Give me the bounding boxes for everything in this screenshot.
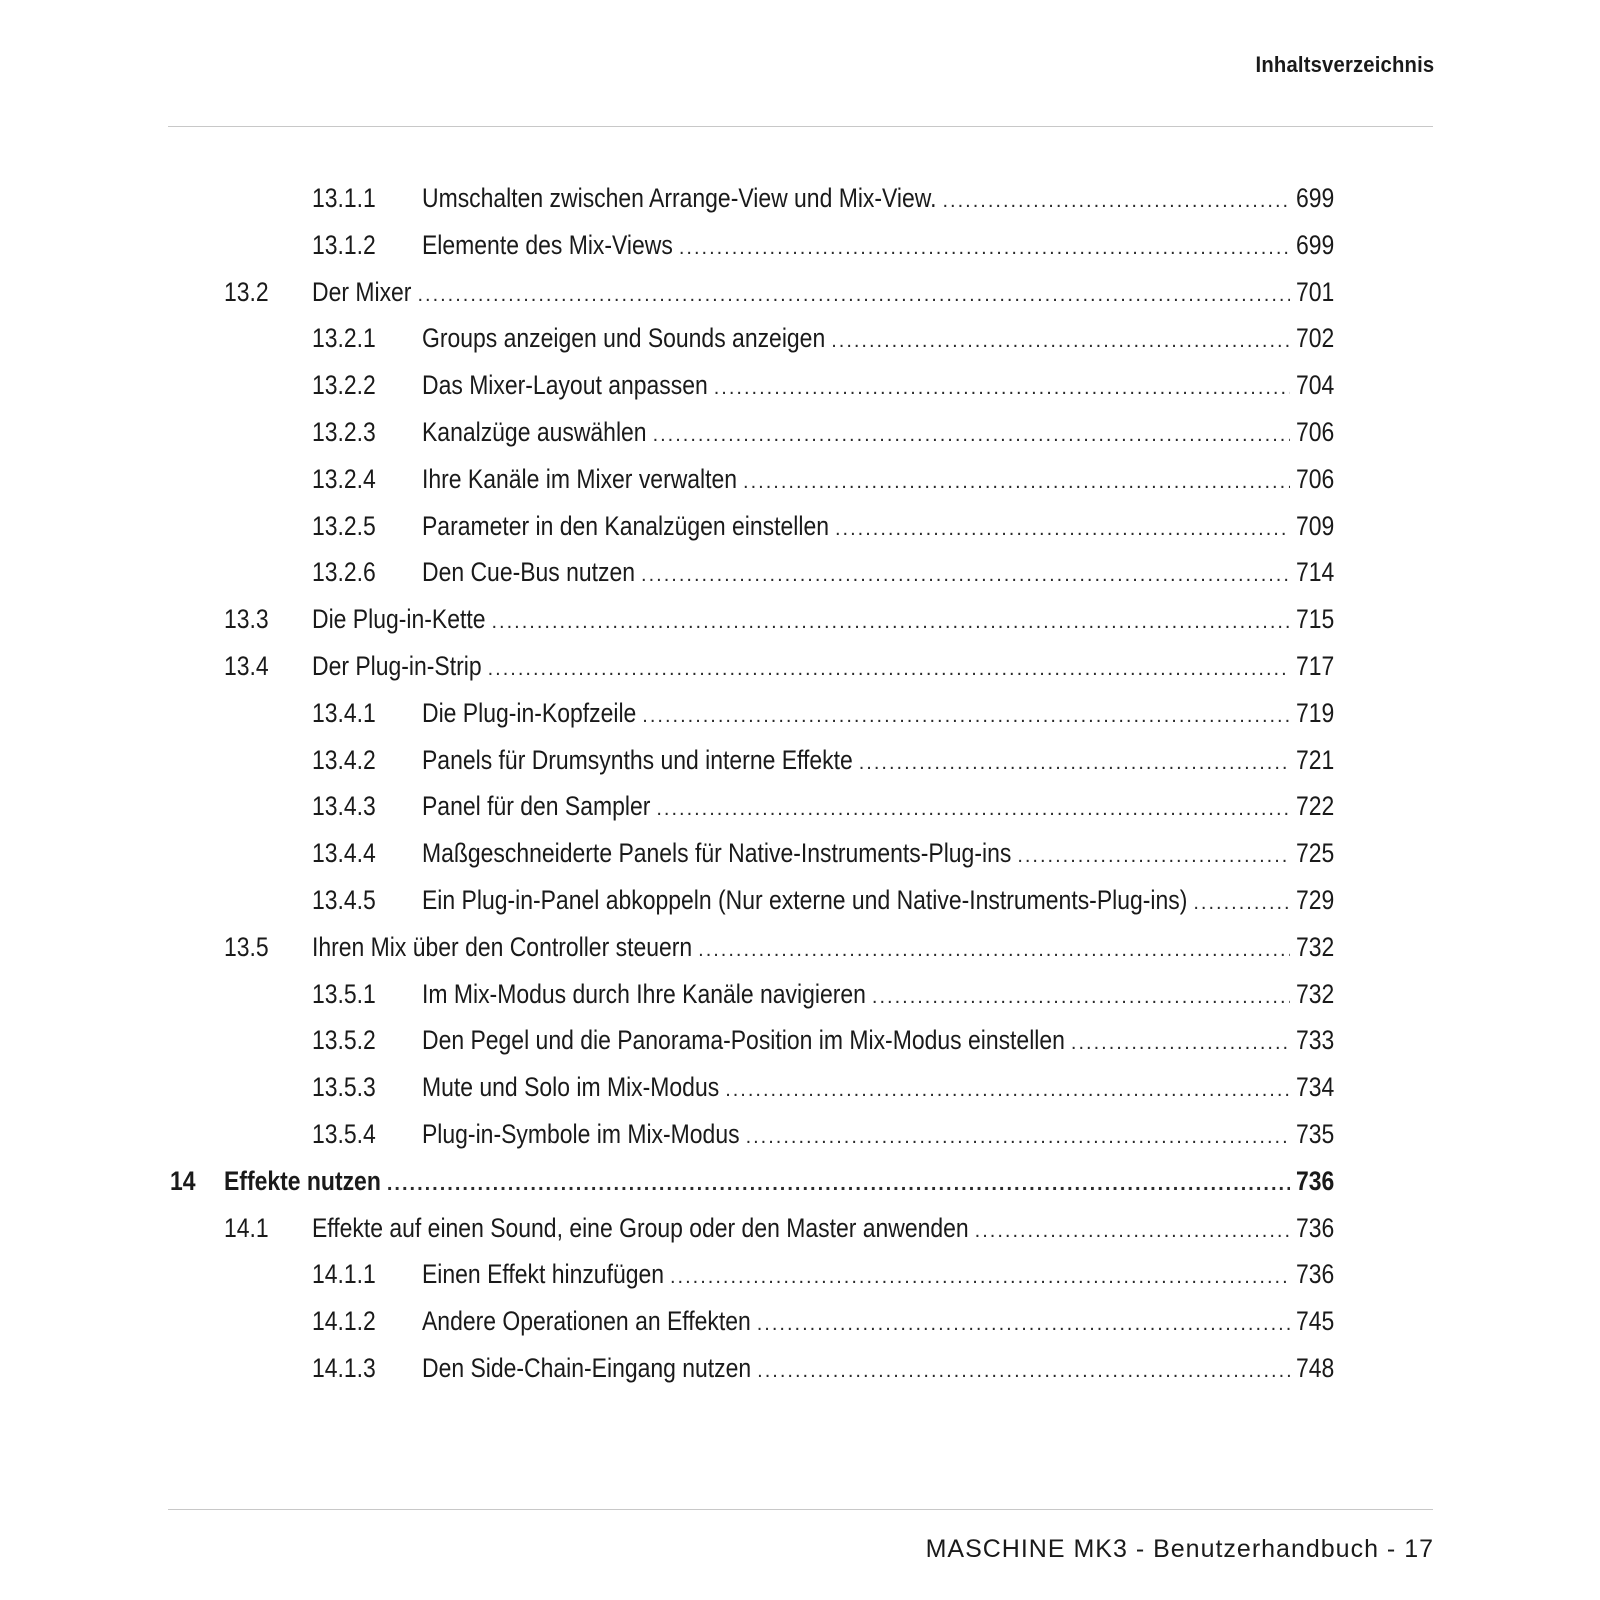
toc-entry-page: 732 [1295,978,1335,1009]
toc-entry-line [422,549,1334,598]
toc-entry-page: 701 [1295,276,1335,307]
toc-entry-page: 721 [1295,744,1335,775]
toc-entry-number: 13.2.5 [312,510,376,541]
toc-entry-number: 13.5.1 [312,978,376,1009]
toc-dot-leader [942,178,1289,224]
toc-entry-page: 734 [1295,1072,1335,1103]
toc-entry[interactable] [0,269,1600,316]
toc-entry[interactable] [0,877,1600,924]
toc-dot-leader [757,1348,1290,1394]
toc-entry-title: Effekte nutzen [224,1165,381,1196]
toc-entry-title: Die Plug-in-Kette [312,604,486,635]
toc-entry[interactable] [0,830,1600,877]
toc-dot-leader [417,272,1289,318]
toc-entry[interactable] [0,690,1600,737]
toc-entry-line [312,924,1334,973]
toc-entry[interactable] [0,643,1600,690]
toc-entry-title: Den Cue-Bus nutzen [422,557,636,588]
toc-entry-number: 13.3 [224,604,269,635]
toc-dot-leader [641,552,1290,598]
toc-entry[interactable] [0,1064,1600,1111]
toc-entry-number: 13.5.4 [312,1118,376,1149]
table-of-contents [0,175,1600,1392]
toc-entry-title: Kanalzüge auswählen [422,416,647,447]
toc-entry-title: Der Plug-in-Strip [312,650,482,681]
toc-entry-title: Ihren Mix über den Controller steuern [312,931,693,962]
page-footer: MASCHINE MK3 - Benutzerhandbuch - 17 [925,1535,1434,1563]
toc-entry-number: 13.2.3 [312,416,376,447]
toc-entry-page: 702 [1295,323,1335,354]
toc-dot-leader [1017,833,1289,879]
toc-dot-leader [757,1301,1290,1347]
toc-entry-line [422,1345,1334,1394]
toc-entry-number: 14.1 [224,1212,269,1243]
toc-entry-page: 706 [1295,463,1335,494]
toc-entry-title: Groups anzeigen und Sounds anzeigen [422,323,826,354]
toc-entry-number: 13.5 [224,931,269,962]
toc-entry-number: 13.5.3 [312,1072,376,1103]
toc-entry-title: Parameter in den Kanalzügen einstellen [422,510,830,541]
toc-entry-page: 736 [1295,1165,1335,1196]
toc-entry-number: 13.2 [224,276,269,307]
toc-entry-page: 736 [1295,1259,1335,1290]
toc-entry-line [422,1111,1334,1160]
toc-dot-leader [491,599,1289,645]
footer-divider [168,1509,1433,1510]
toc-entry[interactable] [0,1158,1600,1205]
toc-entry-line [422,315,1334,364]
toc-entry-number: 13.4 [224,650,269,681]
toc-entry-page: 729 [1295,884,1335,915]
toc-entry[interactable] [0,315,1600,362]
toc-entry-line [422,362,1334,411]
toc-entry-page: 719 [1295,697,1335,728]
toc-entry-line [422,737,1334,786]
toc-entry-number: 13.2.1 [312,323,376,354]
toc-entry-page: 725 [1295,838,1335,869]
toc-entry-line [422,971,1334,1020]
toc-dot-leader [859,740,1290,786]
toc-entry-page: 699 [1295,229,1335,260]
toc-entry-line [422,1251,1334,1300]
toc-dot-leader [1193,880,1289,926]
toc-entry-page: 714 [1295,557,1335,588]
toc-entry-title: Maßgeschneiderte Panels für Native-Instruments-Plug-ins [422,838,1012,869]
toc-entry-line [422,1064,1334,1113]
toc-entry-line [422,1017,1334,1066]
toc-entry[interactable] [0,175,1600,222]
toc-entry[interactable] [0,1345,1600,1392]
toc-entry[interactable] [0,596,1600,643]
toc-entry-page: 715 [1295,604,1335,635]
toc-entry-number: 13.2.2 [312,370,376,401]
toc-entry-line [312,269,1334,318]
toc-entry-title: Umschalten zwischen Arrange-View und Mix-View. [422,183,937,213]
toc-entry-number: 13.4.2 [312,744,376,775]
toc-entry-page: 722 [1295,791,1335,822]
toc-entry-line [422,222,1334,271]
toc-entry-title: Mute und Solo im Mix-Modus [422,1072,720,1103]
toc-entry-number: 14.1.2 [312,1306,376,1337]
toc-dot-leader [698,927,1290,973]
toc-entry[interactable] [0,971,1600,1018]
toc-entry-line [422,1298,1334,1347]
toc-entry-page: 745 [1295,1306,1335,1337]
toc-entry-title: Effekte auf einen Sound, eine Group oder den Master anwenden [312,1212,969,1243]
toc-dot-leader [1071,1020,1290,1066]
toc-entry[interactable] [0,1111,1600,1158]
toc-dot-leader [679,225,1290,271]
toc-dot-leader [743,459,1290,505]
toc-entry-line [422,503,1334,552]
toc-entry-title: Der Mixer [312,276,412,307]
toc-entry[interactable] [0,1298,1600,1345]
toc-entry[interactable] [0,456,1600,503]
toc-dot-leader [872,974,1290,1020]
toc-entry[interactable] [0,1251,1600,1298]
toc-entry-number: 13.4.3 [312,791,376,822]
toc-dot-leader [725,1067,1290,1113]
toc-entry-number: 13.1.2 [312,229,376,260]
header-divider [168,126,1433,127]
toc-entry-number: 13.4.1 [312,697,376,728]
toc-entry-line [312,1205,1334,1254]
toc-entry[interactable] [0,1017,1600,1064]
page-header-title: Inhaltsverzeichnis [1255,52,1434,77]
toc-entry-title: Den Pegel und die Panorama-Position im Mix-Modus einstellen [422,1025,1065,1056]
toc-entry-number: 13.2.4 [312,463,376,494]
toc-entry[interactable] [0,737,1600,784]
toc-dot-leader [653,412,1290,458]
toc-entry-title: Die Plug-in-Kopfzeile [422,697,637,728]
toc-entry-line [224,1158,1334,1207]
toc-entry[interactable] [0,503,1600,550]
toc-dot-leader [670,1254,1290,1300]
toc-entry-title: Ein Plug-in-Panel abkoppeln (Nur externe und Native-Instruments-Plug-ins) [422,884,1188,915]
toc-entry[interactable] [0,783,1600,830]
toc-dot-leader [656,786,1289,832]
toc-dot-leader [387,1161,1290,1207]
toc-entry[interactable] [0,362,1600,409]
toc-entry-line [422,409,1334,458]
toc-entry-page: 735 [1295,1118,1335,1149]
toc-entry-title: Panels für Drumsynths und interne Effekte [422,744,853,775]
toc-dot-leader [746,1114,1290,1160]
toc-entry-page: 733 [1295,1025,1335,1056]
toc-dot-leader [835,506,1290,552]
toc-entry-number: 13.1.1 [312,183,376,213]
toc-entry-number: 13.4.4 [312,838,376,869]
toc-entry-line [312,596,1334,645]
toc-entry-page: 736 [1295,1212,1335,1243]
toc-entry-title: Andere Operationen an Effekten [422,1306,751,1337]
toc-dot-leader [714,365,1290,411]
toc-entry-page: 704 [1295,370,1335,401]
toc-entry-number: 13.2.6 [312,557,376,588]
toc-entry-title: Ihre Kanäle im Mixer verwalten [422,463,738,494]
toc-entry-title: Einen Effekt hinzufügen [422,1259,665,1290]
toc-entry[interactable] [0,549,1600,596]
toc-entry[interactable] [0,222,1600,269]
toc-entry-line [312,643,1334,692]
toc-entry-title: Den Side-Chain-Eingang nutzen [422,1352,752,1383]
toc-entry-number: 14.1.3 [312,1352,376,1383]
toc-entry-title: Panel für den Sampler [422,791,651,822]
toc-dot-leader [488,646,1290,692]
toc-entry[interactable] [0,924,1600,971]
toc-entry-number: 14.1.1 [312,1259,376,1290]
toc-entry-line [422,690,1334,739]
toc-entry-page: 699 [1295,183,1335,213]
toc-entry-number: 13.5.2 [312,1025,376,1056]
toc-entry-line [422,830,1334,879]
toc-entry-title: Plug-in-Symbole im Mix-Modus [422,1118,740,1149]
toc-entry-number: 14 [170,1165,196,1196]
toc-entry-number: 13.4.5 [312,884,376,915]
toc-entry-page: 748 [1295,1352,1335,1383]
toc-entry-page: 706 [1295,416,1335,447]
toc-entry-line [422,783,1334,832]
toc-dot-leader [831,318,1290,364]
toc-entry-page: 709 [1295,510,1335,541]
toc-entry-title: Im Mix-Modus durch Ihre Kanäle navigieren [422,978,866,1009]
toc-entry[interactable] [0,409,1600,456]
toc-entry[interactable] [0,1205,1600,1252]
toc-entry-title: Elemente des Mix-Views [422,229,673,260]
toc-entry-page: 732 [1295,931,1335,962]
toc-entry-page: 717 [1295,650,1335,681]
toc-dot-leader [975,1208,1290,1254]
toc-entry-line [422,175,1334,224]
toc-entry-line [422,456,1334,505]
toc-dot-leader [642,693,1289,739]
toc-entry-title: Das Mixer-Layout anpassen [422,370,708,401]
toc-entry-line [422,877,1334,926]
